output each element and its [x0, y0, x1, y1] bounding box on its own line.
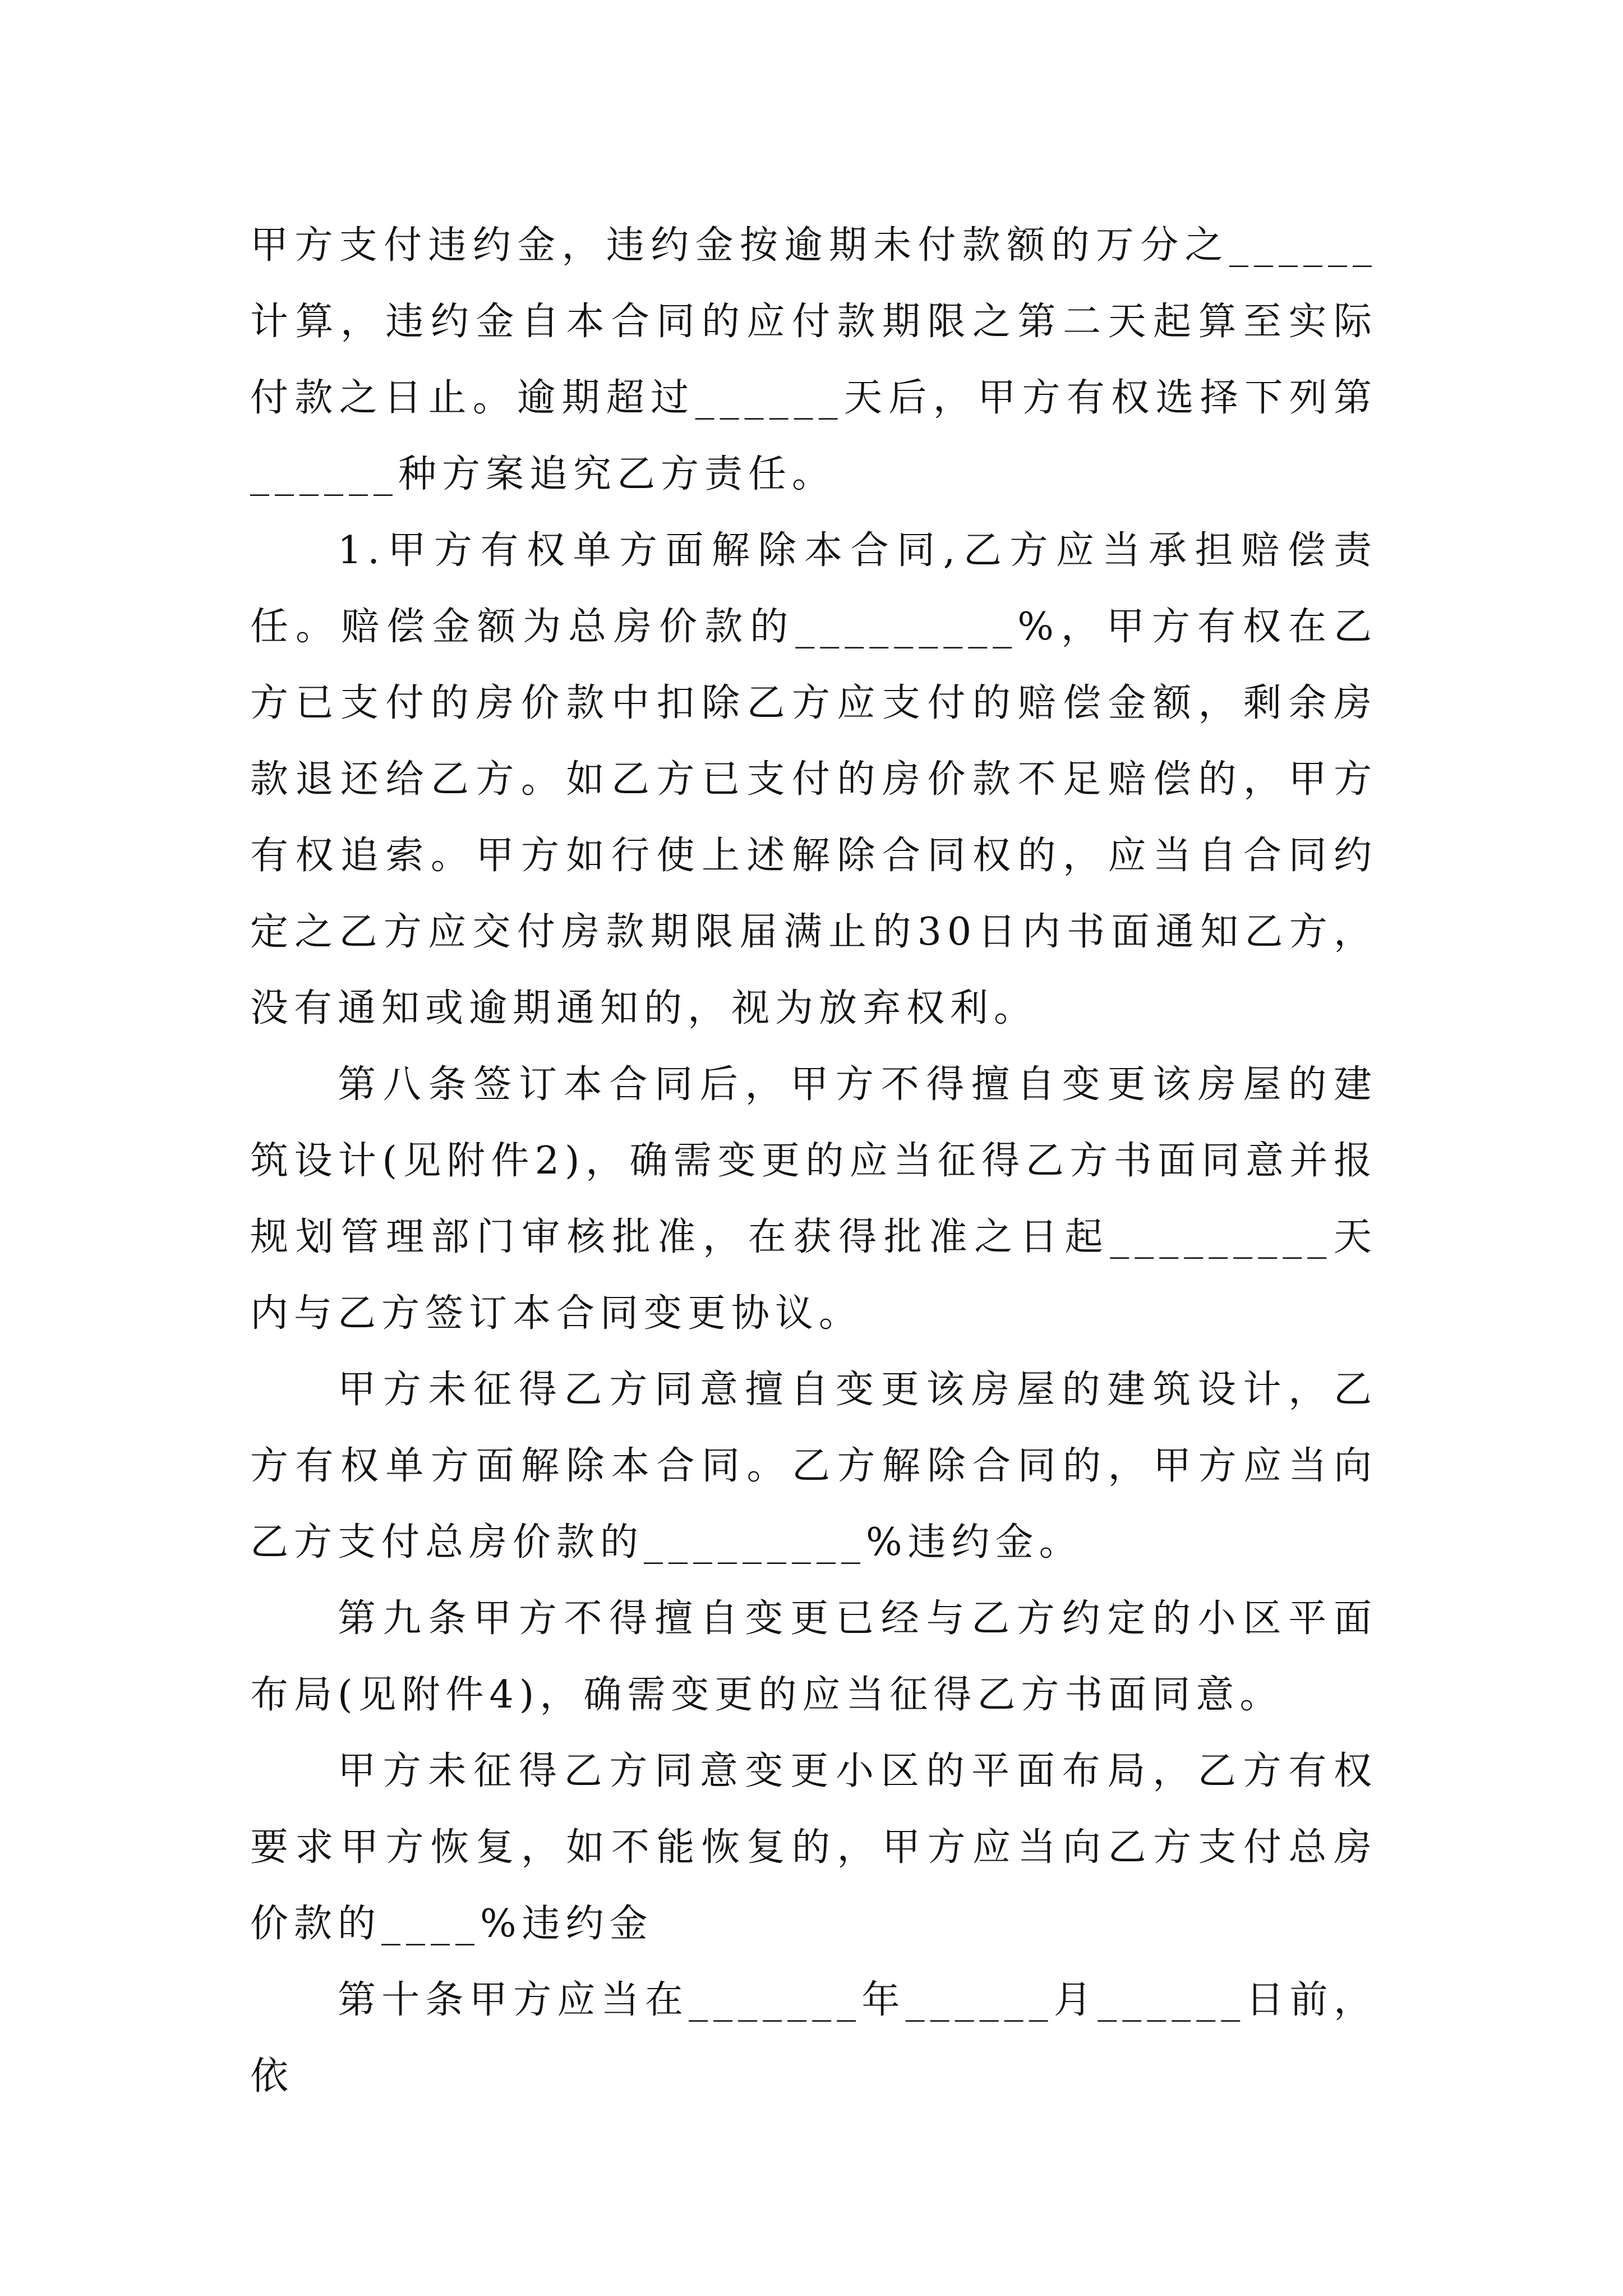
paragraph-layout-change-penalty: 甲方未征得乙方同意变更小区的平面布局，乙方有权要求甲方恢复，如不能恢复的，甲方应当向乙方支付总房价款的____%违约金	[250, 1749, 1377, 1946]
paragraph-option-1-termination: 1.甲方有权单方面解除本合同,乙方应当承担赔偿责任。赔偿金额为总房价款的_________%，甲方有权在乙方已支付的房价款中扣除乙方应支付的赔偿金额，剩余房款退还给乙方。如乙方已支付的房价款不足赔偿的，甲方有权追索。甲方如行使上述解除合同权的，应当自合同约定之乙方应交付房款期限届满止的30日内书面通知乙方，没有通知或逾期通知的，视为放弃权利。	[250, 528, 1377, 1030]
paragraph-article-8: 第八条签订本合同后，甲方不得擅自变更该房屋的建筑设计(见附件2)，确需变更的应当征得乙方书面同意并报规划管理部门审核批准，在获得批准之日起_________天内与乙方签订本合同变更协议。	[250, 1062, 1377, 1336]
paragraph-article-9: 第九条甲方不得擅自变更已经与乙方约定的小区平面布局(见附件4)，确需变更的应当征得乙方书面同意。	[250, 1596, 1377, 1717]
paragraph-article-10: 第十条甲方应当在_______年______月______日前，依	[250, 1978, 1377, 2099]
paragraph-design-change-penalty: 甲方未征得乙方同意擅自变更该房屋的建筑设计，乙方有权单方面解除本合同。乙方解除合同的，甲方应当向乙方支付总房价款的_________%违约金。	[250, 1368, 1377, 1565]
paragraph-penalty-payment: 甲方支付违约金，违约金按逾期未付款额的万分之______计算，违约金自本合同的应付款期限之第二天起算至实际付款之日止。逾期超过______天后，甲方有权选择下列第______种方案追究乙方责任。	[250, 223, 1377, 496]
document-body	[250, 208, 1377, 2115]
